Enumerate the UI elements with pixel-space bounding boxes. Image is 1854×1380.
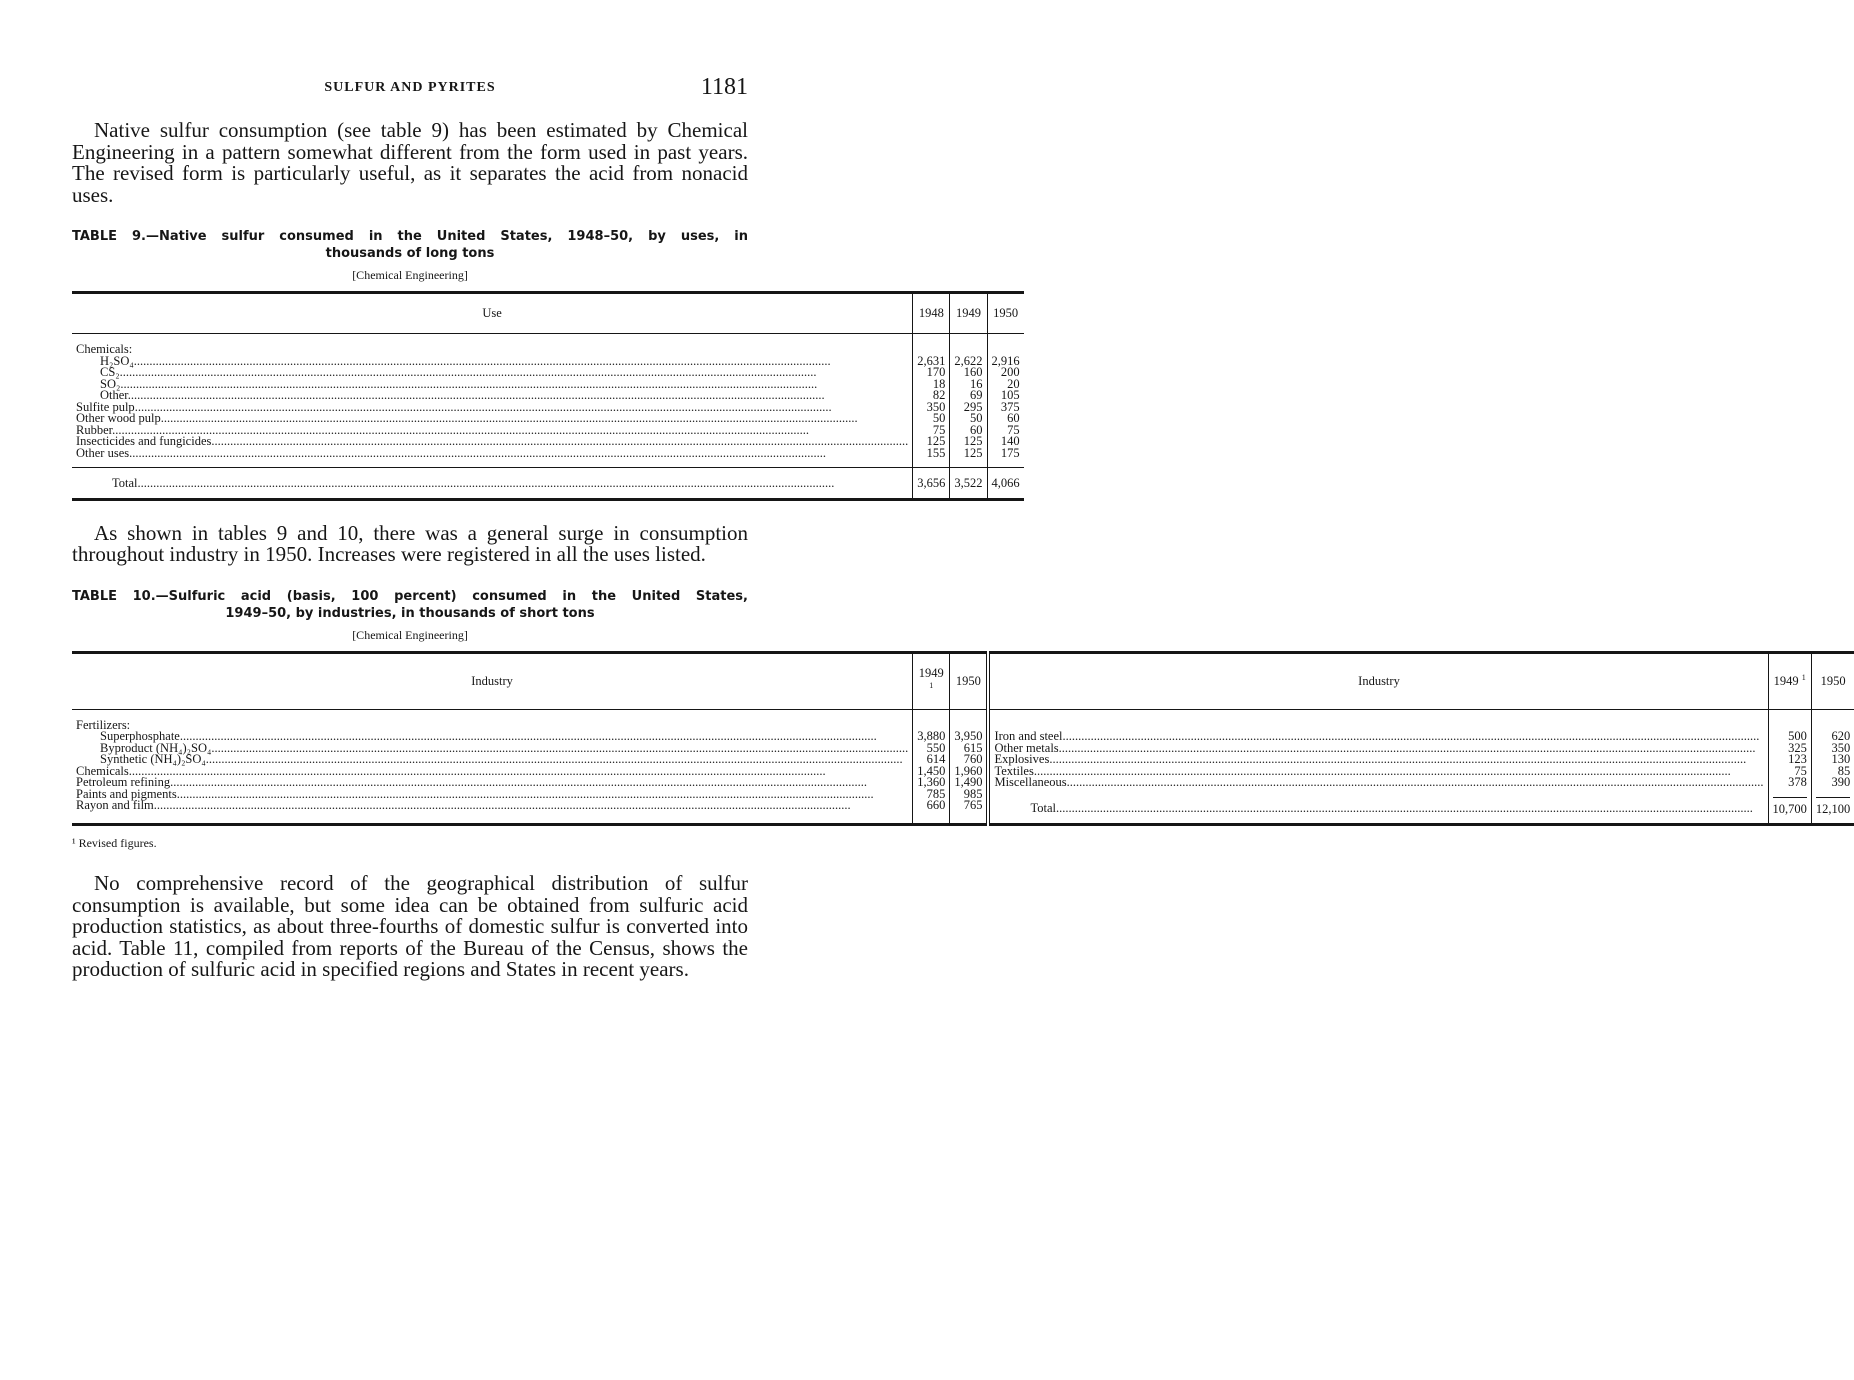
table10-caption-line2: 1949–50, by industries, in thousands of short tons bbox=[225, 605, 595, 621]
paragraph-surge: As shown in tables 9 and 10, there was a general surge in consumption throughout industry in 1950. Increases were registered in all the uses listed. bbox=[72, 520, 748, 566]
table10-source: [Chemical Engineering] bbox=[352, 627, 468, 642]
table10-header-1949-right: 1949 $^1$ bbox=[1768, 652, 1811, 709]
table9-header-use: Use bbox=[72, 293, 913, 334]
table9-labels bbox=[72, 334, 913, 468]
table10-cell: 130 bbox=[1831, 752, 1851, 767]
table9-row-label: Other wood pulp ..... bbox=[76, 413, 908, 425]
table10-row-label: Miscellaneous ..... bbox=[994, 777, 1763, 789]
table10-total-1949: 10,700 bbox=[1773, 797, 1807, 816]
paragraph-intro: Native sulfur consumption (see table 9) has been estimated by Chemical Engineering in a pattern somewhat different from the form used in past years. The revised form is particularly useful, as it separates the acid from nonacid uses. bbox=[72, 118, 748, 207]
table9-cell: 170 bbox=[926, 365, 946, 379]
table9-col-1950 bbox=[987, 334, 1024, 468]
table9-cell: 20 bbox=[1007, 376, 1020, 391]
table9-cell: 60 bbox=[1007, 411, 1020, 425]
table9-row-label: Other ..... bbox=[76, 390, 908, 402]
page bbox=[72, 74, 1851, 982]
table10-right-col-1950 bbox=[1811, 709, 1854, 825]
table9-source: [Chemical Engineering] bbox=[352, 268, 468, 282]
table9-group-label: Chemicals: bbox=[76, 342, 133, 356]
table10-right-labels bbox=[988, 709, 1768, 825]
table9-cell: 82 bbox=[932, 388, 946, 402]
table10-cell: 390 bbox=[1831, 775, 1851, 790]
table10-cell: 378 bbox=[1788, 775, 1807, 790]
table10-row-label: Explosives ..... bbox=[994, 754, 1763, 766]
table10-cell: 985 bbox=[963, 786, 983, 801]
table9-row-label: H₂SO₄ ..... bbox=[76, 356, 908, 368]
table10-cell: 1,960 bbox=[954, 763, 983, 778]
table10-row-label: Byproduct (NH₄)₂SO₄ ..... bbox=[76, 743, 908, 755]
table10-header-industry-right: Industry bbox=[988, 652, 1768, 709]
table9-col-1949 bbox=[950, 334, 987, 468]
table9-cell: 375 bbox=[1000, 399, 1020, 414]
table9-cell: 160 bbox=[963, 365, 983, 379]
table9-cell: 69 bbox=[970, 388, 983, 402]
table10-cell: 615 bbox=[963, 740, 983, 755]
table10-header-1950-left: 1950 bbox=[950, 652, 989, 709]
table9-caption bbox=[72, 228, 748, 262]
table9-row-label: Sulfite pulp ..... bbox=[76, 402, 908, 414]
table9-cell: 50 bbox=[932, 411, 946, 425]
table10-row-label: Superphosphate ..... bbox=[76, 731, 908, 743]
table10-cell: 500 bbox=[1788, 729, 1807, 744]
table10-cell: 350 bbox=[1831, 740, 1851, 755]
table9-caption-line2: thousands of long tons bbox=[325, 246, 495, 261]
page-header bbox=[72, 74, 748, 104]
table9-cell: 50 bbox=[970, 411, 983, 425]
table10-right-col-1949 bbox=[1768, 709, 1811, 825]
table9-cell: 125 bbox=[926, 434, 946, 448]
table9-cell: 295 bbox=[963, 399, 983, 414]
table9-header-1948: 1948 bbox=[913, 293, 950, 334]
table10-cell: 123 bbox=[1788, 752, 1807, 767]
table9-total-1950: 4,066 bbox=[987, 468, 1024, 500]
table10-cell: 325 bbox=[1788, 740, 1807, 755]
table9-col-1948 bbox=[913, 334, 950, 468]
table10-cell: 620 bbox=[1831, 729, 1851, 744]
table9-cell: 2,631 bbox=[917, 353, 946, 368]
table9-row-label: Rubber ..... bbox=[76, 425, 908, 437]
table9-cell: 175 bbox=[1000, 445, 1020, 460]
table9-cell: 155 bbox=[926, 445, 946, 460]
table10-row-label: Chemicals ..... bbox=[76, 766, 908, 778]
table10 bbox=[72, 651, 1854, 827]
table9-total-1948: 3,656 bbox=[913, 468, 950, 500]
table9-cell: 60 bbox=[970, 422, 983, 437]
table9-total-1949: 3,522 bbox=[950, 468, 987, 500]
table9-cell: 200 bbox=[1000, 365, 1020, 379]
table10-row-label: Textiles ..... bbox=[994, 766, 1763, 778]
table10-cell: 550 bbox=[926, 740, 946, 755]
table10-row-label: Iron and steel ..... bbox=[994, 731, 1763, 743]
table10-cell: 85 bbox=[1837, 763, 1851, 778]
table10-cell: 760 bbox=[963, 752, 983, 767]
table9-cell: 18 bbox=[932, 376, 946, 391]
table10-cell: 660 bbox=[926, 798, 946, 813]
table10-cell: 785 bbox=[926, 786, 946, 801]
table9-cell: 350 bbox=[926, 399, 946, 414]
table10-row-label: Rayon and film ..... bbox=[76, 800, 908, 812]
table9-total-row bbox=[72, 468, 1024, 500]
table10-row-label: Paints and pigments ..... bbox=[76, 789, 908, 801]
table9-cell: 2,916 bbox=[991, 353, 1020, 368]
table10-cell: 765 bbox=[963, 798, 983, 813]
table9-cell: 2,622 bbox=[954, 353, 983, 368]
table9-row-label: Insecticides and fungicides ..... bbox=[76, 436, 908, 448]
table9-cell: 105 bbox=[1000, 388, 1020, 402]
table9 bbox=[72, 291, 1024, 501]
table10-cell: 614 bbox=[926, 752, 946, 767]
footnote-mark: 1 bbox=[929, 680, 934, 690]
table9-caption-line1: TABLE 9.—Native sulfur consumed in the United States, 1948–50, by uses, in bbox=[72, 229, 748, 244]
table10-cell: 1,490 bbox=[954, 775, 983, 790]
table10-header-1950-right: 1950 bbox=[1811, 652, 1854, 709]
table9-total-label: Total ..... bbox=[76, 478, 908, 490]
paragraph-distribution: No comprehensive record of the geographical distribution of sulfur consumption is available, but some idea can be obtained from sulfuric acid production statistics, as about three-fourths of domestic sulfur is converted into acid. Table 11, compiled from reports of the Bureau of the Census, shows the production of sulfuric acid in specified regions and States in recent years. bbox=[72, 871, 748, 982]
table9-cell: 140 bbox=[1000, 434, 1020, 448]
table10-caption-line1: TABLE 10.—Sulfuric acid (basis, 100 percent) consumed in the United States, bbox=[72, 588, 748, 604]
table10-cell: 75 bbox=[1794, 763, 1807, 778]
table10-row-label: Synthetic (NH₄)₂SO₄ ..... bbox=[76, 754, 908, 766]
table10-caption bbox=[72, 588, 748, 622]
table9-cell: 125 bbox=[963, 434, 983, 448]
table10-cell: 3,950 bbox=[954, 729, 983, 744]
table9-header-row bbox=[72, 293, 1024, 334]
table9-row-label: SO₂ ..... bbox=[76, 379, 908, 391]
table10-header-1949-left: 1949 $^1$ bbox=[913, 652, 950, 709]
table9-cell: 16 bbox=[970, 376, 983, 391]
table10-footnote: ¹ Revised figures. bbox=[72, 836, 157, 851]
table10-left-labels bbox=[72, 709, 913, 825]
table10-left-col-1949 bbox=[913, 709, 950, 825]
running-title: SULFUR AND PYRITES bbox=[324, 80, 496, 95]
table10-left-col-1950 bbox=[950, 709, 989, 825]
table10-cell: 3,880 bbox=[917, 729, 946, 744]
page-number: 1181 bbox=[700, 74, 748, 100]
table10-cell: 1,450 bbox=[917, 763, 946, 778]
table9-cell: 75 bbox=[932, 422, 946, 437]
table10-cell: 1,360 bbox=[917, 775, 946, 790]
table9-body bbox=[72, 334, 1024, 468]
table10-total-1950: 12,100 bbox=[1816, 797, 1850, 816]
table9-row-label: CS₂ ..... bbox=[76, 367, 908, 379]
table10-row-label: Other metals ..... bbox=[994, 743, 1763, 755]
table10-total-label: Total ..... bbox=[994, 797, 1763, 815]
table9-row-label: Other uses ..... bbox=[76, 448, 908, 460]
table9-header-1950: 1950 bbox=[987, 293, 1024, 334]
table10-header-industry-left: Industry bbox=[72, 652, 913, 709]
table10-body bbox=[72, 709, 1854, 825]
table10-header-row bbox=[72, 652, 1854, 709]
table9-header-1949: 1949 bbox=[950, 293, 987, 334]
table10-row-label: Petroleum refining ..... bbox=[76, 777, 908, 789]
table9-cell: 125 bbox=[963, 445, 983, 460]
footnote-mark: 1 bbox=[1801, 673, 1806, 682]
table9-cell: 75 bbox=[1007, 422, 1020, 437]
table10-group-label: Fertilizers: bbox=[76, 717, 131, 732]
